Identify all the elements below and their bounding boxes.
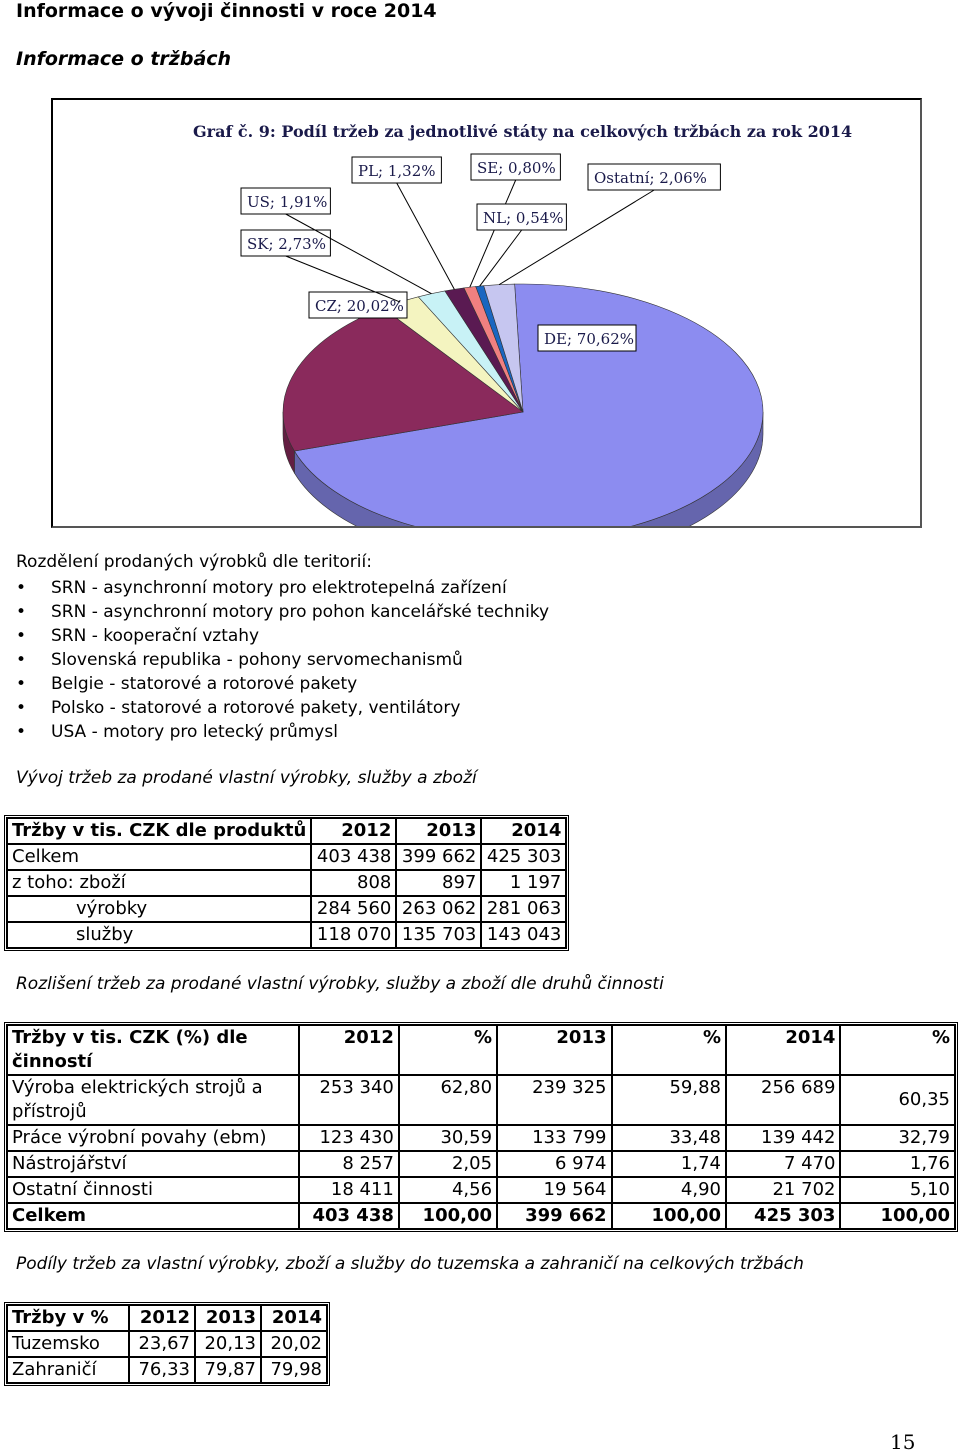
table-row [7, 1331, 327, 1357]
table-cell: 263 062 [396, 896, 481, 922]
table-cell: Práce výrobní povahy (ebm) [7, 1125, 299, 1151]
table-cell: 4,90 [612, 1177, 726, 1203]
pie-chart [51, 98, 922, 528]
table-cell: 8 257 [299, 1151, 399, 1177]
table-row [7, 1177, 955, 1203]
table-cell: 239 325 [497, 1075, 611, 1125]
list-item: • SRN - asynchronní motory pro pohon kancelářské techniky [16, 600, 549, 624]
table-header-cell: 2013 [497, 1025, 611, 1075]
table-header-cell: 2012 [299, 1025, 399, 1075]
table-cell: 100,00 [612, 1203, 726, 1229]
table-cell: 118 070 [311, 922, 396, 948]
table-header-cell: 2014 [726, 1025, 840, 1075]
table-sales-by-activity [4, 1022, 958, 1232]
table-cell: 1,74 [612, 1151, 726, 1177]
table-row [7, 1075, 955, 1125]
table-cell: Výroba elektrických strojů a přístrojů [7, 1075, 299, 1125]
table-header-cell: % [612, 1025, 726, 1075]
list-item: • Polsko - statorové a rotorové pakety, ventilátory [16, 696, 549, 720]
table-cell: 30,59 [399, 1125, 497, 1151]
table-cell: 60,35 [840, 1075, 955, 1125]
table-cell: 100,00 [399, 1203, 497, 1229]
table1-title: Vývoj tržeb za prodané vlastní výrobky, služby a zboží [16, 768, 477, 788]
table-sales-by-product [4, 815, 569, 951]
table-cell: 284 560 [311, 896, 396, 922]
table-cell: 33,48 [612, 1125, 726, 1151]
table-cell: 32,79 [840, 1125, 955, 1151]
table-cell: 1,76 [840, 1151, 955, 1177]
table-cell: 76,33 [129, 1357, 195, 1383]
table-row [7, 1125, 955, 1151]
data-label: SK; 2,73% [247, 235, 326, 253]
data-label: US; 1,91% [247, 193, 328, 211]
table-cell: 62,80 [399, 1075, 497, 1125]
chart-title: Graf č. 9: Podíl tržeb za jednotlivé státy na celkových tržbách za rok 2014 [193, 122, 853, 141]
table-header-cell: Tržby v tis. CZK (%) dle činností [7, 1025, 299, 1075]
table-header-cell: 2012 [129, 1305, 195, 1331]
table-row [7, 1151, 955, 1177]
table-cell: 20,13 [195, 1331, 261, 1357]
table-cell: 425 303 [726, 1203, 840, 1229]
table-header-cell: Tržby v % [7, 1305, 129, 1331]
table-cell: 18 411 [299, 1177, 399, 1203]
table-cell: 133 799 [497, 1125, 611, 1151]
table-cell: 139 442 [726, 1125, 840, 1151]
leader-line [480, 230, 522, 286]
table-row [7, 870, 566, 896]
section-title: Informace o tržbách [16, 48, 232, 70]
table-cell: 79,87 [195, 1357, 261, 1383]
table-cell: 100,00 [840, 1203, 955, 1229]
list-item: • Slovenská republika - pohony servomechanismů [16, 648, 549, 672]
table-cell: Ostatní činnosti [7, 1177, 299, 1203]
list-item: • SRN - asynchronní motory pro elektrotepelná zařízení [16, 576, 549, 600]
table-row [7, 922, 566, 948]
table-header-cell: % [840, 1025, 955, 1075]
table-cell: 281 063 [481, 896, 566, 922]
table-cell: 4,56 [399, 1177, 497, 1203]
leader-line [470, 180, 516, 287]
table-cell: 21 702 [726, 1177, 840, 1203]
table-header-cell: Tržby v tis. CZK dle produktů [7, 818, 311, 844]
table-cell: Nástrojářství [7, 1151, 299, 1177]
list-item: • SRN - kooperační vztahy [16, 624, 549, 648]
table-cell: 425 303 [481, 844, 566, 870]
table-cell: 403 438 [311, 844, 396, 870]
data-label: DE; 70,62% [544, 330, 634, 348]
table-cell: 5,10 [840, 1177, 955, 1203]
table-row [7, 896, 566, 922]
table-header-cell: 2012 [311, 818, 396, 844]
table-cell: 59,88 [612, 1075, 726, 1125]
table-cell: Zahraničí [7, 1357, 129, 1383]
leader-line [397, 183, 455, 289]
table-cell: 403 438 [299, 1203, 399, 1229]
territories-intro: Rozdělení prodaných výrobků dle teritorií: [16, 552, 372, 572]
table-cell: 19 564 [497, 1177, 611, 1203]
table-cell: 79,98 [261, 1357, 327, 1383]
table-cell: Celkem [7, 844, 311, 870]
table-cell: 256 689 [726, 1075, 840, 1125]
table3-title: Podíly tržeb za vlastní výrobky, zboží a služby do tuzemska a zahraničí na celkových tržbách [16, 1254, 804, 1274]
table-cell: Tuzemsko [7, 1331, 129, 1357]
data-label: PL; 1,32% [358, 162, 436, 180]
data-label: SE; 0,80% [477, 159, 556, 177]
table-cell: z toho: zboží [7, 870, 311, 896]
table-cell: 6 974 [497, 1151, 611, 1177]
table-cell: 143 043 [481, 922, 566, 948]
table-cell: 123 430 [299, 1125, 399, 1151]
list-item: • Belgie - statorové a rotorové pakety [16, 672, 549, 696]
table-cell: výrobky [7, 896, 311, 922]
table-cell: 135 703 [396, 922, 481, 948]
table-header-cell: % [399, 1025, 497, 1075]
table-header-cell: 2014 [481, 818, 566, 844]
table-cell: 2,05 [399, 1151, 497, 1177]
table2-title: Rozlišení tržeb za prodané vlastní výrobky, služby a zboží dle druhů činnosti [16, 974, 664, 994]
table-cell: 399 662 [396, 844, 481, 870]
table-row [7, 1357, 327, 1383]
table-cell: 23,67 [129, 1331, 195, 1357]
table-row-total [7, 1203, 955, 1229]
table-header-cell: 2014 [261, 1305, 327, 1331]
data-label: NL; 0,54% [483, 209, 564, 227]
table-cell: Celkem [7, 1203, 299, 1229]
data-label: CZ; 20,02% [315, 297, 404, 315]
territory-list [16, 576, 549, 744]
table-cell: 253 340 [299, 1075, 399, 1125]
table-cell: služby [7, 922, 311, 948]
list-item: • USA - motory pro letecký průmysl [16, 720, 549, 744]
table-cell: 7 470 [726, 1151, 840, 1177]
table-header-cell: 2013 [396, 818, 481, 844]
data-label: Ostatní; 2,06% [594, 169, 707, 187]
table-cell: 1 197 [481, 870, 566, 896]
table-cell: 897 [396, 870, 481, 896]
table-cell: 808 [311, 870, 396, 896]
table-row [7, 844, 566, 870]
table-cell: 20,02 [261, 1331, 327, 1357]
page-number: 15 [890, 1430, 916, 1454]
table-cell: 399 662 [497, 1203, 611, 1229]
table-header-cell: 2013 [195, 1305, 261, 1331]
table-domestic-foreign-share [4, 1302, 330, 1386]
page-title: Informace o vývoji činnosti v roce 2014 [16, 0, 437, 22]
